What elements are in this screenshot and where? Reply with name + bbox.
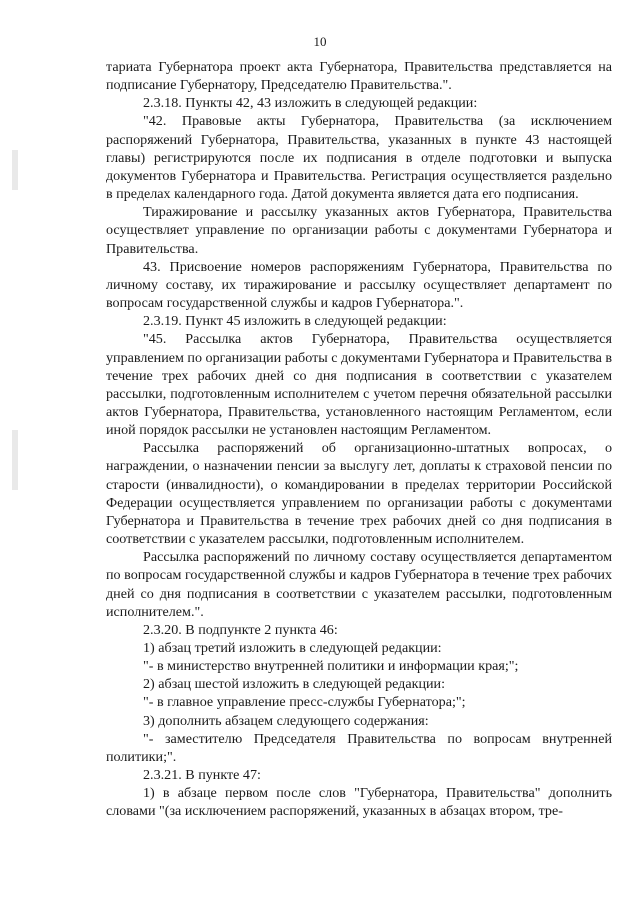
paragraph: "42. Правовые акты Губернатора, Правительства (за исключением распоряжений Губернатора, Правительства, указанных в пункте 43 настоящей главы) регистрируются после их подписания в отделе подготовки и выпуска документов Губернатора и Правительства. Регистрация осуществляется раздельно в пределах календарного года. Датой документа является дата его подписания. xyxy=(106,113,612,203)
paragraph: "45. Рассылка актов Губернатора, Правительства осуществляется управлением по организации работы с документами Губернатора и Правительства в течение трех рабочих дней со дня подписания в соответствии с указателем рассылки, подготовленным исполнителем с учетом перечня обязательной рассылки актов Губернатора, Правительства, установленного настоящим Регламентом, если иной порядок рассылки не установлен настоящим Регламентом. xyxy=(106,331,612,439)
page-number: 10 xyxy=(313,34,327,49)
paragraph: 43. Присвоение номеров распоряжениям Губернатора, Правительства по личному составу, их тиражирование и рассылку осуществляет департамент по вопросам государственной службы и кадров Губернатора.". xyxy=(106,258,612,312)
paragraph: "- в министерство внутренней политики и информации края;"; xyxy=(143,658,519,675)
paragraph: 2) абзац шестой изложить в следующей редакции: xyxy=(143,676,445,693)
paragraph: 2.3.20. В подпункте 2 пункта 46: xyxy=(143,621,338,638)
paragraph: Рассылка распоряжений по личному составу осуществляется департаментом по вопросам государственной службы и кадров Губернатора в течение трех рабочих дней со дня подписания в соответствии с указателем рассылки, подготовленным исполнителем.". xyxy=(106,549,612,620)
paragraph: "- заместителю Председателя Правительства по вопросам внутренней политики;". xyxy=(106,730,612,765)
paragraph: 2.3.18. Пункты 42, 43 изложить в следующей редакции: xyxy=(143,95,478,112)
document-body xyxy=(106,58,612,821)
scan-artifact xyxy=(12,430,18,490)
paragraph: 3) дополнить абзацем следующего содержания: xyxy=(143,712,429,729)
paragraph: "- в главное управление пресс-службы Губернатора;"; xyxy=(143,694,466,711)
paragraph: 1) абзац третий изложить в следующей редакции: xyxy=(143,640,442,656)
paragraph: 1) в абзаце первом после слов "Губернатора, Правительства" дополнить словами "(за исключением распоряжений, указанных в абзацах втором, тре- xyxy=(106,785,612,820)
paragraph: 2.3.21. В пункте 47: xyxy=(143,767,261,784)
scan-artifact xyxy=(12,150,18,190)
paragraph: 2.3.19. Пункт 45 изложить в следующей редакции: xyxy=(143,313,447,330)
paragraph: тариата Губернатора проект акта Губернатора, Правительства представляется на подписание Губернатору, Председателю Правительства.". xyxy=(106,59,612,94)
paragraph: Рассылка распоряжений об организационно-штатных вопросах, о награждении, о назначении пенсии за выслугу лет, доплаты к страховой пенсии по старости (инвалидности), о командировании в пределах территории Российской Федерации осуществляется управлением по организации работы с документами Губернатора и Правительства в течение трех рабочих дней со дня подписания в соответствии с указателем рассылки, подготовленным исполнителем. xyxy=(106,440,612,548)
paragraph: Тиражирование и рассылку указанных актов Губернатора, Правительства осуществляет управление по организации работы с документами Губернатора и Правительства. xyxy=(106,204,612,257)
